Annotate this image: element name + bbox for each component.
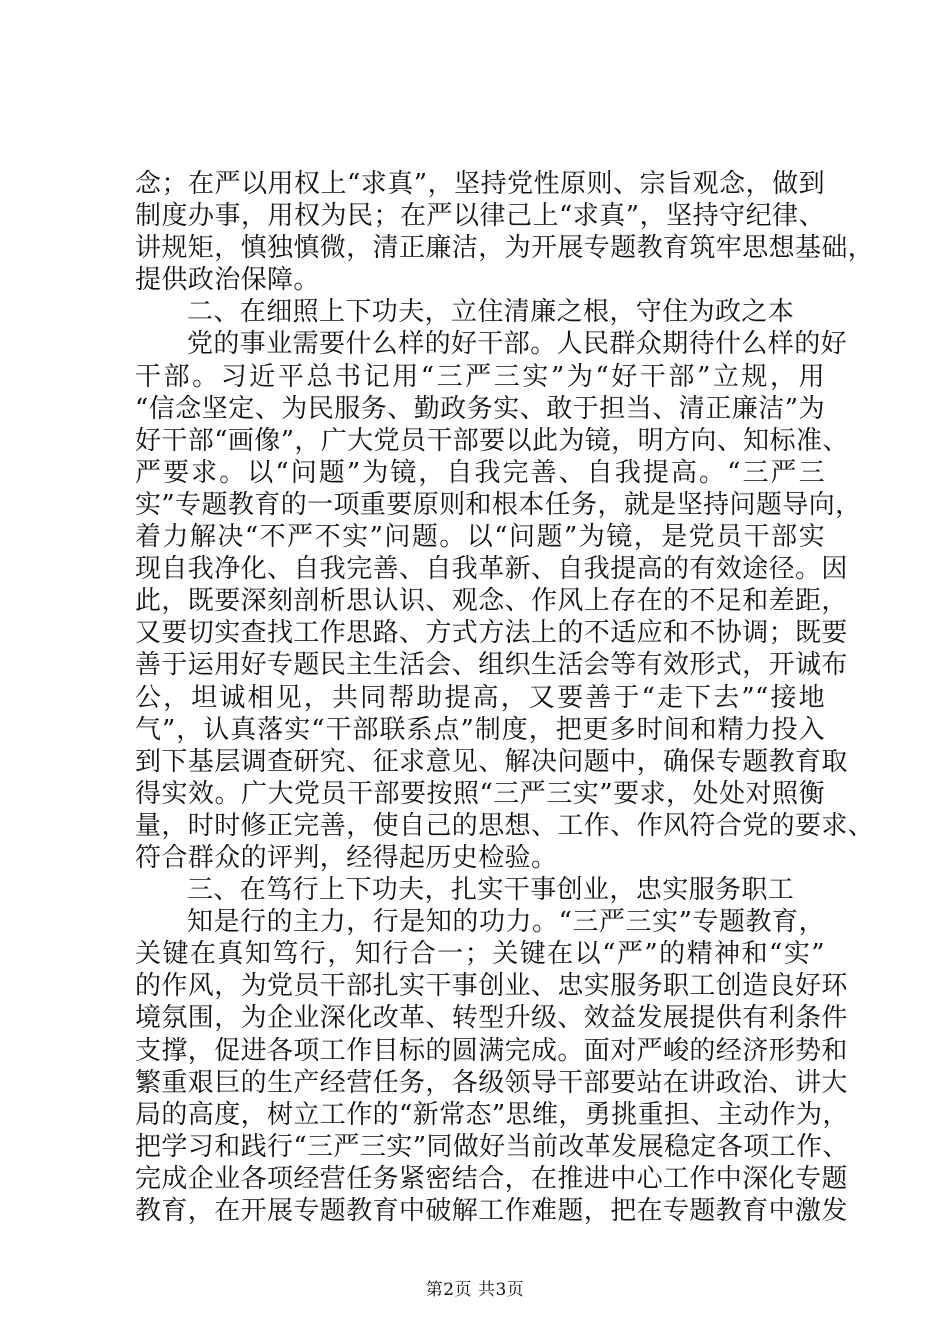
body-text (135, 168, 875, 1227)
text-line: 教育，在开展专题教育中破解工作难题，把在专题教育中激发 (135, 1196, 848, 1226)
text-line: 实”专题教育的一项重要原则和根本任务，就是坚持问题导向， (135, 489, 862, 520)
text-line: 繁重艰巨的生产经营任务，各级领导干部要站在讲政治、讲大 (135, 1067, 848, 1098)
text-line: 到下基层调查研究、征求意见、解决问题中，确保专题教育取 (135, 746, 848, 777)
text-line: “信念坚定、为民服务、勤政务实、敢于担当、清正廉洁”为 (135, 393, 825, 424)
text-line: 局的高度，树立工作的“新常态”思维，勇挑重担、主动作为， (135, 1099, 849, 1130)
text-line: 支撑，促进各项工作目标的圆满完成。面对严峻的经济形势和 (135, 1035, 848, 1066)
text-line: 的作风，为党员干部扎实干事创业、忠实服务职工创造良好环 (135, 971, 848, 1002)
text-line: 着力解决“不严不实”问题。以“问题”为镜，是党员干部实 (135, 522, 825, 553)
text-line: 关键在真知笃行，知行合一；关键在以“严”的精神和“实” (135, 939, 825, 970)
text-line: 现自我净化、自我完善、自我革新、自我提高的有效途径。因 (135, 554, 848, 585)
section-heading: 二、在细照上下功夫，立住清廉之根，守住为政之本 (187, 297, 795, 328)
text-line: 党的事业需要什么样的好干部。人民群众期待什么样的好 (187, 329, 848, 360)
text-line: 干部。习近平总书记用“三严三实”为“好干部”立规，用 (135, 361, 825, 392)
section-heading: 三、在笃行上下功夫，扎实干事创业，忠实服务职工 (187, 875, 795, 906)
text-line: 得实效。广大党员干部要按照“三严三实”要求，处处对照衡 (135, 778, 825, 809)
page-footer: 第2页 共3页 (425, 1280, 525, 1300)
text-line: 气”，认真落实“干部联系点”制度，把更多时间和精力投入 (135, 714, 825, 745)
text-line: 完成企业各项经营任务紧密结合，在推进中心工作中深化专题 (135, 1163, 848, 1194)
text-line: 又要切实查找工作思路、方式方法上的不适应和不协调；既要 (135, 618, 848, 649)
text-line: 制度办事，用权为民；在严以律己上“求真”，坚持守纪律、 (135, 201, 825, 232)
text-line: 知是行的主力，行是知的功力。“三严三实”专题教育， (187, 907, 825, 938)
text-line: 境氛围，为企业深化改革、转型升级、效益发展提供有利条件 (135, 1003, 848, 1034)
text-line: 把学习和践行“三严三实”同做好当前改革发展稳定各项工作、 (135, 1131, 849, 1162)
text-line: 善于运用好专题民主生活会、组织生活会等有效形式，开诚布 (135, 650, 848, 681)
text-line: 好干部“画像”，广大党员干部要以此为镜，明方向、知标准、 (135, 425, 849, 456)
text-line: 讲规矩，慎独慎微，清正廉洁，为开展专题教育筑牢思想基础， (135, 233, 875, 264)
text-line: 公，坦诚相见，共同帮助提高，又要善于“走下去”“接地 (135, 682, 825, 713)
text-line: 此，既要深刻剖析思认识、观念、作风上存在的不足和差距， (135, 586, 848, 617)
text-line: 严要求。以“问题”为镜，自我完善、自我提高。“三严三 (135, 457, 825, 488)
text-line: 提供政治保障。 (135, 265, 320, 296)
text-line: 符合群众的评判，经得起历史检验。 (135, 842, 558, 873)
text-line: 念；在严以用权上“求真”，坚持党性原则、宗旨观念，做到 (135, 169, 825, 199)
text-line: 量，时时修正完善，使自己的思想、工作、作风符合党的要求、 (135, 810, 875, 841)
